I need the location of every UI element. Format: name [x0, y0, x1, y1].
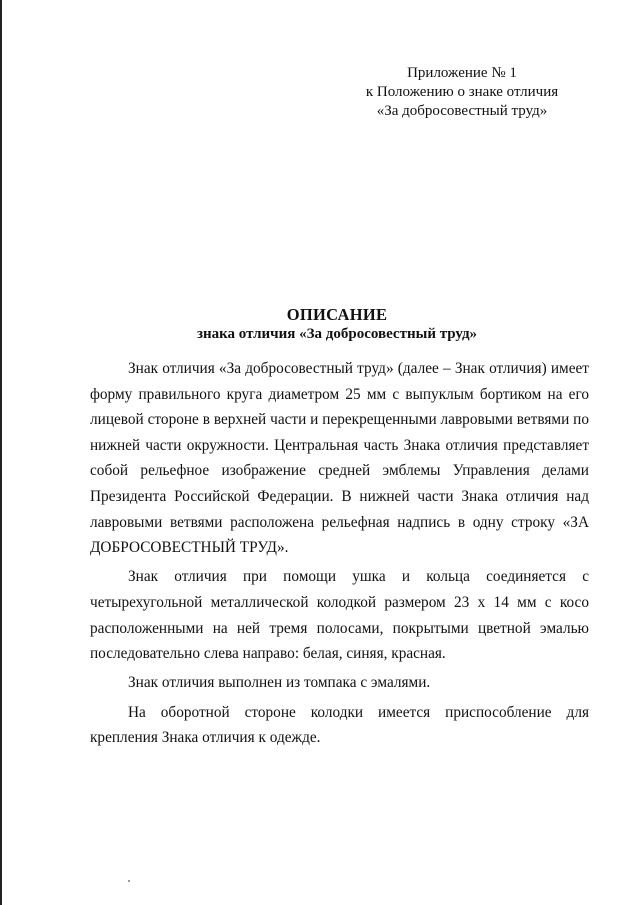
appendix-number: Приложение № 1 [407, 65, 517, 81]
document-subtitle: знака отличия «За добросовестный труд» [196, 326, 478, 342]
appendix-header [330, 64, 594, 121]
paragraph-description: Знак отличия «За добросовестный труд» (далее – Знак отличия) имеет форму правильного круга диаметром 25 мм с выпуклым бортиком на его лицевой стороне в верхней части и перекрещенными лавровыми ветвями по нижней части окружности. Центральная часть Знака отличия представляет собой рельефное изображение средней эмблемы Управления делами Президента Российской Федерации. В нижней части Знака отличия над лавровыми ветвями расположена рельефная надпись в одну строку «ЗА ДОБРОСОВЕСТНЫЙ ТРУД». [90, 360, 589, 557]
document-body [90, 356, 589, 751]
scan-edge-line [0, 0, 2, 905]
appendix-reference: к Положению о знаке отличия [365, 84, 559, 100]
appendix-award-name: «За добросовестный труд» [376, 103, 548, 119]
scan-speck [128, 880, 130, 882]
paragraph-material: Знак отличия выполнен из томпака с эмалями. [128, 674, 431, 692]
title-block [90, 305, 584, 344]
paragraph-fastening: На оборотной стороне колодки имеется приспособление для крепления Знака отличия к одежде. [90, 703, 589, 747]
document-title: ОПИСАНИЕ [286, 305, 388, 324]
paragraph-attachment: Знак отличия при помощи ушка и кольца соединяется с четырехугольной металлической колодкой размером 23 х 14 мм с косо расположенными на ней тремя полосами, покрытыми цветной эмалью последовательно слева направо: белая, синяя, красная. [90, 568, 589, 663]
